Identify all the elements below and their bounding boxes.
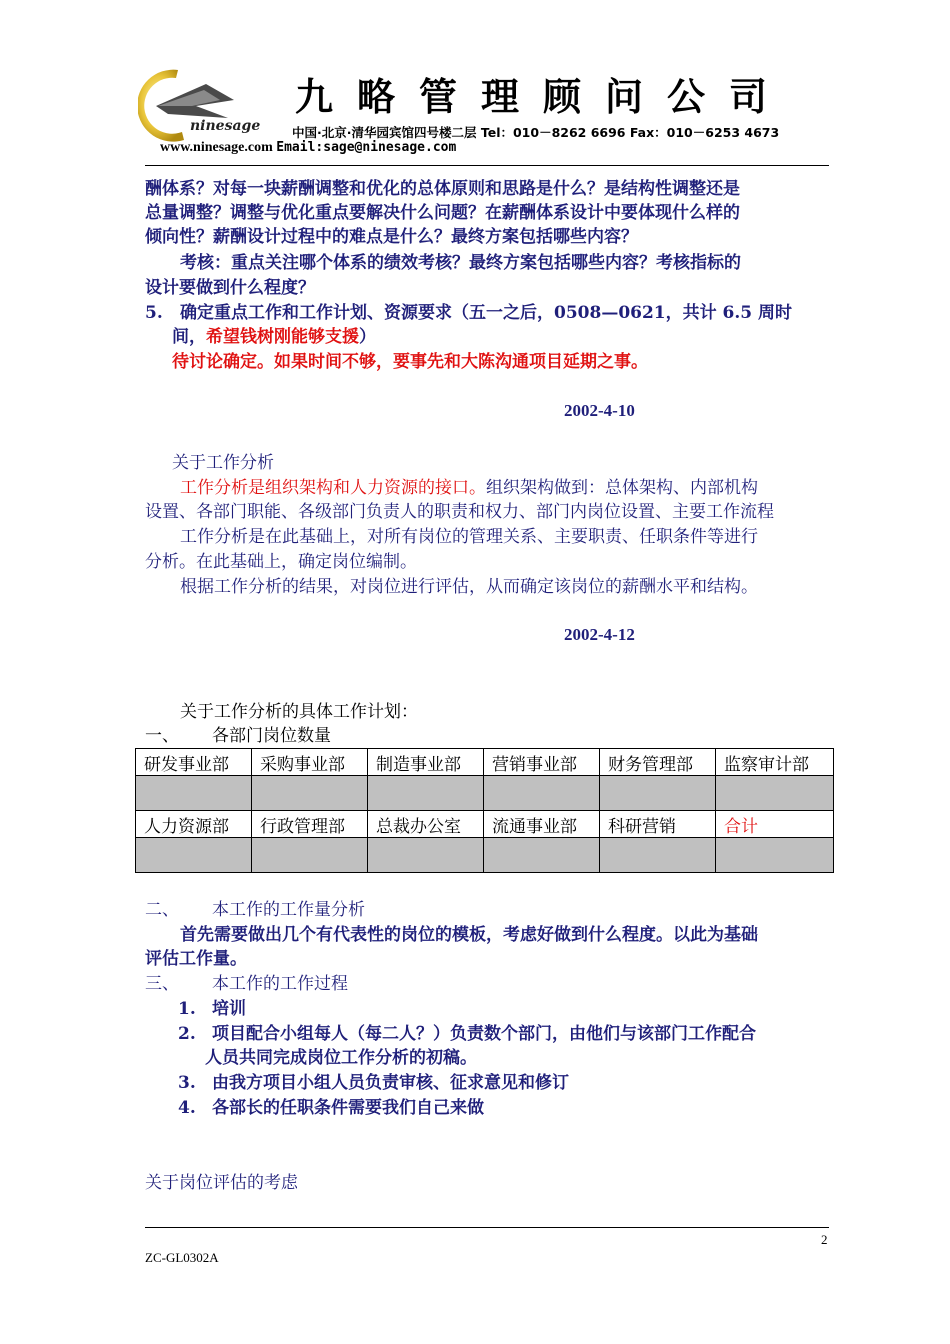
table-cell-empty (368, 838, 484, 873)
table-cell-empty (136, 776, 252, 811)
heading-number: 一、 (145, 726, 179, 746)
table-cell-empty (600, 838, 716, 873)
step-number: 3. (178, 1073, 196, 1093)
body-line: 评估工作量。 (145, 949, 247, 969)
section-title: 关于岗位评估的考虑 (145, 1173, 298, 1193)
step-number: 4. (178, 1098, 196, 1118)
footer-divider (145, 1227, 829, 1228)
step-text: 由我方项目小组人员负责审核、征求意见和修订 (212, 1073, 569, 1093)
table-cell: 流通事业部 (484, 811, 600, 838)
body-line: 工作分析是组织架构和人力资源的接口。组织架构做到：总体架构、内部机构 (180, 478, 758, 498)
table-cell: 财务管理部 (600, 749, 716, 776)
step-text: 培训 (212, 999, 246, 1019)
table-row (136, 811, 834, 838)
table-cell: 科研营销 (600, 811, 716, 838)
item-note: 待讨论确定。如果时间不够，要事先和大陈沟通项目延期之事。 (172, 352, 648, 372)
document-code: ZC-GL0302A (145, 1250, 219, 1265)
section-title: 关于工作分析 (172, 453, 274, 473)
body-line: 首先需要做出几个有代表性的岗位的模板，考虑好做到什么程度。以此为基础 (180, 925, 758, 945)
contact-line (160, 140, 456, 156)
company-logo (138, 66, 260, 146)
email-link[interactable]: Email:sage@ninesage.com (276, 140, 457, 155)
body-line: 酬体系？对每一块薪酬调整和优化的总体原则和思路是什么？是结构性调整还是 (145, 179, 740, 199)
table-cell: 监察审计部 (716, 749, 834, 776)
table-cell: 研发事业部 (136, 749, 252, 776)
section-title: 关于工作分析的具体工作计划： (180, 702, 418, 722)
body-line: 设置、各部门职能、各级部门负责人的职责和权力、部门内岗位设置、主要工作流程 (145, 502, 774, 522)
body-line: 根据工作分析的结果，对岗位进行评估，从而确定该岗位的薪酬水平和结构。 (180, 577, 758, 597)
table-cell-empty (252, 838, 368, 873)
item-text: 确定重点工作和工作计划、资源要求（五一之后，0508—0621，共计 6.5 周时 (180, 303, 793, 323)
step-text: 项目配合小组每人（每二人？）负责数个部门，由他们与该部门工作配合 (212, 1024, 756, 1044)
table-cell-empty (136, 838, 252, 873)
table-cell-empty (484, 776, 600, 811)
table-row (136, 776, 834, 811)
svg-text:ninesage: ninesage (190, 118, 260, 134)
table-cell: 人力资源部 (136, 811, 252, 838)
table-cell: 总裁办公室 (368, 811, 484, 838)
department-table (135, 748, 834, 873)
table-cell: 采购事业部 (252, 749, 368, 776)
table-cell: 行政管理部 (252, 811, 368, 838)
step-text: 各部长的任职条件需要我们自己来做 (212, 1098, 484, 1118)
company-name: 九略管理顾问公司 (295, 74, 792, 119)
step-number: 1. (178, 999, 196, 1019)
step-text-line2: 人员共同完成岗位工作分析的初稿。 (205, 1048, 477, 1068)
heading-number: 二、 (145, 900, 179, 920)
body-line: 考核：重点关注哪个体系的绩效考核？最终方案包括哪些内容？考核指标的 (180, 253, 741, 273)
table-cell-empty (252, 776, 368, 811)
item-number: 5. (145, 303, 163, 323)
heading-text: 本工作的工作量分析 (212, 900, 365, 920)
heading-text: 本工作的工作过程 (212, 974, 348, 994)
step-number: 2. (178, 1024, 196, 1044)
table-row (136, 749, 834, 776)
body-line: 工作分析是在此基础上，对所有岗位的管理关系、主要职责、任职条件等进行 (180, 527, 758, 547)
body-line: 设计要做到什么程度？ (145, 278, 315, 298)
table-row (136, 838, 834, 873)
entry-date: 2002-4-10 (564, 401, 635, 420)
company-address: 中国·北京·清华园宾馆四号楼二层 Tel：010－8262 6696 Fax：010－6253 4673 (292, 125, 780, 140)
body-line: 总量调整？调整与优化重点要解决什么问题？在薪酬体系设计中要体现什么样的 (145, 203, 740, 223)
table-cell-empty (716, 838, 834, 873)
highlight-text: 希望钱树刚能够支援 (206, 327, 359, 347)
heading-number: 三、 (145, 974, 179, 994)
table-cell-empty (368, 776, 484, 811)
body-line: 分析。在此基础上，确定岗位编制。 (145, 552, 417, 572)
table-cell: 营销事业部 (484, 749, 600, 776)
page-number: 2 (821, 1232, 828, 1247)
body-line: 倾向性？薪酬设计过程中的难点是什么？最终方案包括哪些内容？ (145, 227, 638, 247)
website-link[interactable]: www.ninesage.com (160, 140, 273, 155)
table-cell-empty (716, 776, 834, 811)
entry-date: 2002-4-12 (564, 625, 635, 644)
table-cell-empty (600, 776, 716, 811)
header-divider (145, 165, 829, 166)
table-cell-total: 合计 (716, 811, 834, 838)
item-text-line2: 间，希望钱树刚能够支援） (172, 327, 376, 347)
table-cell-empty (484, 838, 600, 873)
heading-text: 各部门岗位数量 (212, 726, 331, 746)
table-cell: 制造事业部 (368, 749, 484, 776)
